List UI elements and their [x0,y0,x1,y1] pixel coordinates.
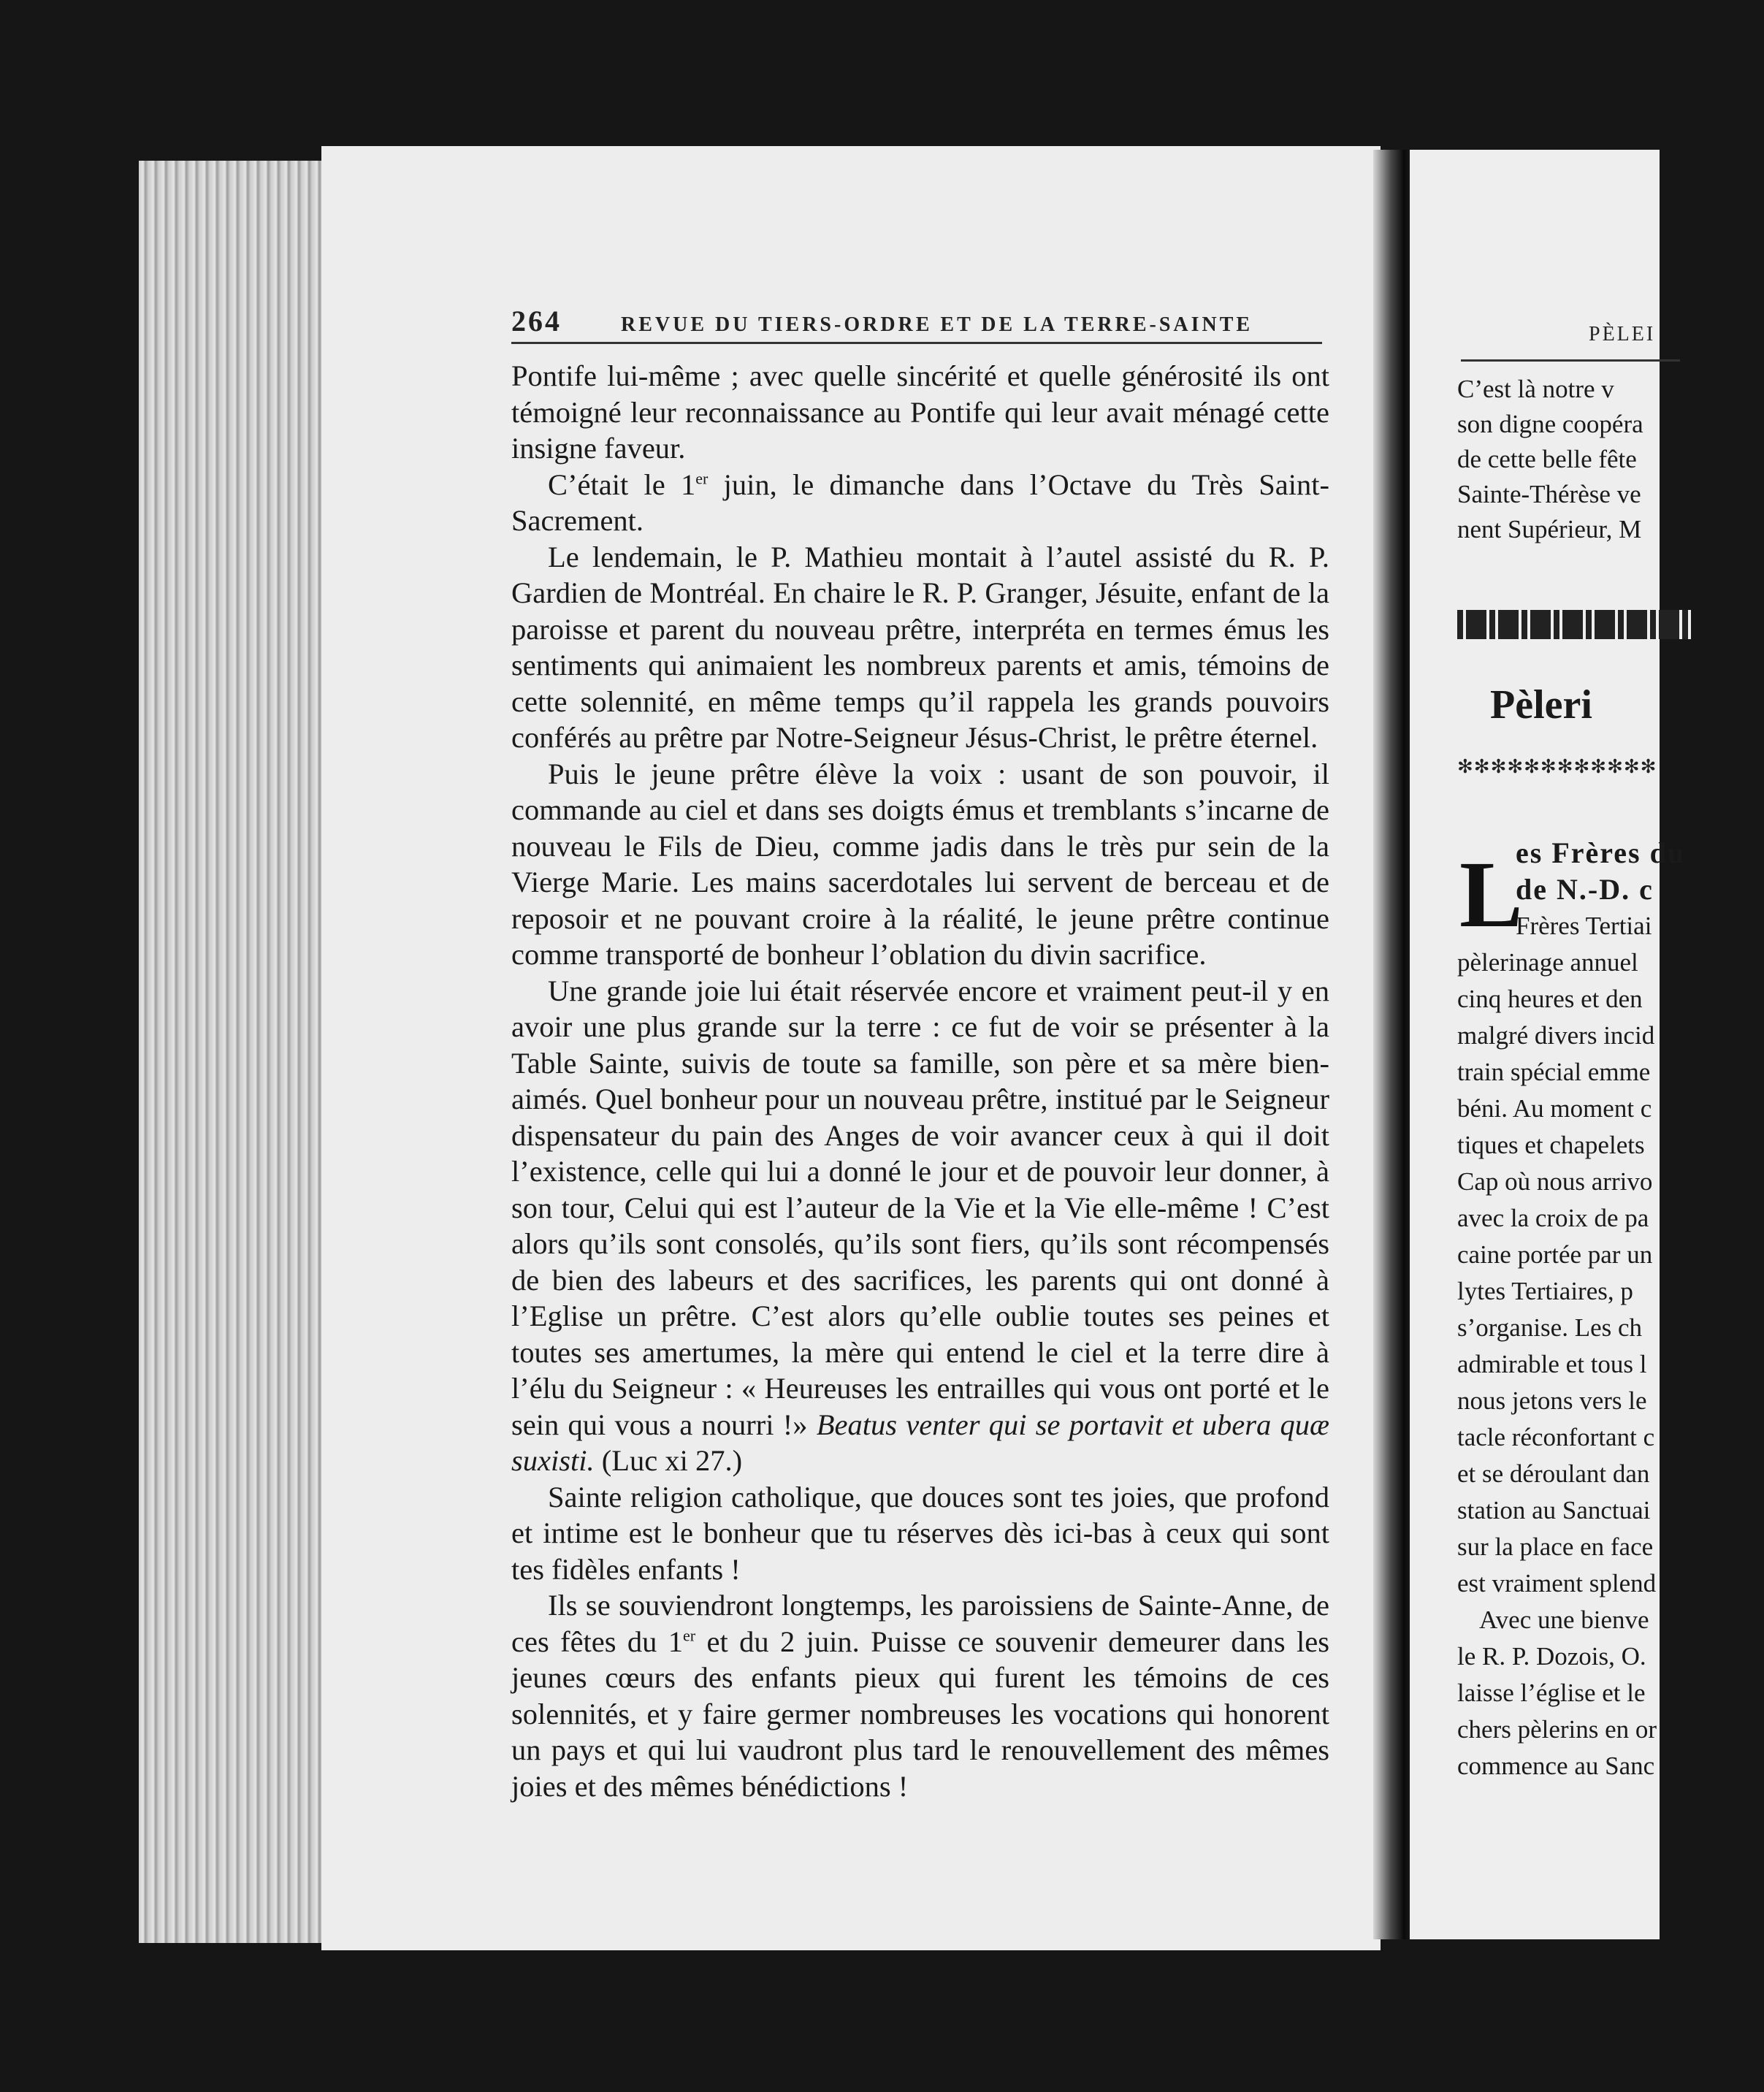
right-line: Avec une bienve [1479,1606,1649,1634]
drop-cap: L [1459,842,1523,947]
star-rule: ✻✻✻✻✻✻✻✻✻✻✻✻ [1457,756,1657,777]
running-head-title: REVUE DU TIERS-ORDRE ET DE LA TERRE-SAINTE [621,313,1253,336]
paragraph: Pontife lui-même ; avec quelle sincérité et quelle générosité ils ont témoigné leur reconnaissance au Pontife qui leur avait ménagé cette insigne faveur. [511,359,1329,465]
page-edges [139,161,329,1943]
right-line: pèlerinage annuel [1457,948,1638,977]
ordinal-superscript: er [695,469,709,487]
section-title: Pèleri [1490,682,1592,728]
right-page [1410,150,1686,1939]
right-line: sur la place en face [1457,1532,1654,1561]
right-line: laisse l’église et le [1457,1679,1646,1707]
right-line: commence au Sanc [1457,1752,1655,1780]
ordinal-superscript: er [683,1626,696,1644]
right-line: admirable et tous l [1457,1350,1647,1378]
right-line: lytes Tertiaires, p [1457,1277,1633,1305]
running-head [511,304,1315,338]
right-line: caine portée par un [1457,1240,1653,1269]
latin-quote: Beatus venter qui se portavit et ubera quæ suxisti. [511,1408,1329,1477]
text-run: Une grande joie lui était réservée encore et vraiment peut-il y en avoir une plus grande sur la terre : ce fut de voir se présenter à la Table Sainte, suivis de toute sa famille, son père et sa mère bien-aimés. Quel bonheur pour un nouveau prêtre, institué par le Seigneur dispensateur du pain des Anges de voir avancer ceux à qui il doit l’existence, celle qui lui a donné le jour et de pouvoir leur donner, à son tour, Celui qui est l’auteur de la Vie et la Vie elle-même ! C’est alors qu’ils sont consolés, qu’ils sont fiers, qu’ils sont récompensés de bien des labeurs et des sacrifices, les parents qui ont donné à l’Eglise un prêtre. C’est alors qu’elle oublie toutes ses peines et toutes ses amertumes, la mère qui entend le ciel et la terre dire à l’élu du Seigneur : « Heureuses les entrailles qui vous ont porté et le sein qui vous a nourri !» [511,974,1329,1441]
right-line: et se déroulant dan [1457,1459,1650,1488]
right-line: C’est là notre v [1457,375,1614,403]
right-head-rule [1461,359,1680,362]
paragraph: Sainte religion catholique, que douces sont tes joies, que profond et intime est le bonheur que tu réserves dès ici-bas à ceux qui sont tes fidèles enfants ! [511,1480,1329,1586]
paragraph [511,467,1329,539]
right-line: son digne coopéra [1457,410,1643,438]
text-run: juin, le dimanche dans l’Octave du Très Saint-Sacrement. [511,467,1329,537]
right-line: cinq heures et den [1457,985,1643,1013]
right-line: train spécial emme [1457,1058,1651,1086]
text-run: C’était le 1 [548,467,696,501]
right-line: Frères Tertiai [1516,912,1652,940]
paragraph: Le lendemain, le P. Mathieu montait à l’autel assisté du R. P. Gardien de Montréal. En chaire le R. P. Granger, Jésuite, enfant de la paroisse et parent du nouveau prêtre, interpréta en termes émus les sentiments qui animaient les nombreux parents et amis, témoins de cette solennité, en même temps qu’il rappela les grands pouvoirs conférés au prêtre par Notre-Seigneur Jésus-Christ, le prêtre éternel. [511,540,1329,754]
right-line: tacle réconfortant c [1457,1423,1655,1451]
citation: (Luc xi 27.) [601,1444,743,1477]
body-text [511,358,1329,1804]
right-line: s’organise. Les ch [1457,1313,1643,1342]
right-line: station au Sanctuai [1457,1496,1651,1524]
page-number: 264 [511,305,562,337]
text-run: Ils se souviendront longtemps, les paroissiens de Sainte-Anne, de ces fêtes du 1 [511,1589,1329,1658]
right-line: nous jetons vers le [1457,1386,1647,1415]
right-line: avec la croix de pa [1457,1204,1649,1232]
right-line: béni. Au moment c [1457,1094,1652,1123]
right-line: malgré divers incid [1457,1021,1655,1050]
head-rule [511,342,1322,344]
right-heading-line: es Frères du [1516,836,1686,869]
right-line: le R. P. Dozois, O. [1457,1642,1646,1671]
paragraph [511,1587,1329,1804]
right-running-head: PÈLEI [1589,323,1656,346]
paragraph: Puis le jeune prêtre élève la voix : usant de son pouvoir, il commande au ciel et dans ses doigts émus et tremblants s’incarne de nouveau le Fils de Dieu, comme jadis dans le très pur sein de la Vierge Marie. Les mains sacerdotales lui servent de berceau et de reposoir et ne pouvant croire à la réalité, le jeune prêtre continue comme transporté de bonheur l’oblation du divin sacrifice. [511,757,1329,971]
ornament-border [1457,610,1691,639]
right-line: est vraiment splend [1457,1569,1657,1597]
text-run: et du 2 juin. Puisse ce souvenir demeurer dans les jeunes cœurs des enfants pieux qui furent les témoins de ces solennités, et y faire germer nombreuses les vocations qui honorent un pays et qui lui vaudront plus tard le renouvellement des mêmes joies et des mêmes bénédictions ! [511,1625,1329,1803]
right-heading-line: de N.-D. c [1516,873,1654,906]
right-line: nent Supérieur, M [1457,515,1642,543]
right-line: tiques et chapelets [1457,1131,1645,1159]
right-line: de cette belle fête [1457,445,1637,473]
right-line: chers pèlerins en or [1457,1715,1657,1744]
right-line: Cap où nous arrivo [1457,1167,1653,1196]
right-line: Sainte-Thérèse ve [1457,480,1641,508]
paragraph [511,973,1329,1479]
